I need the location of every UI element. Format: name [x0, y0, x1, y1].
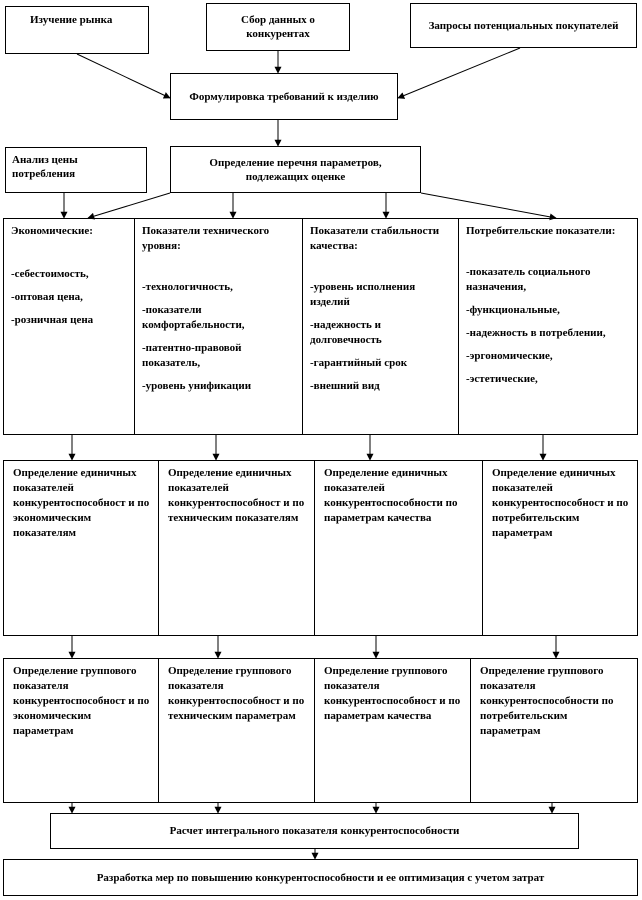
market-research-box: Изучение рынка — [5, 6, 149, 54]
unit-indicator-technical: Определение единичных показателей конкурентоспособност и по техническим показателям — [168, 467, 305, 524]
category-item: -гарантийный срок — [310, 357, 408, 369]
unit-indicator-quality: Определение единичных показателей конкурентоспособности по параметрам качества — [324, 467, 458, 524]
category-title: Потребительские показатели: — [466, 225, 616, 237]
category-item: -функциональные, — [466, 304, 560, 316]
category-title: Показатели технического уровня: — [142, 225, 270, 252]
category-item: -внешний вид — [310, 380, 380, 392]
group-indicator-economic: Определение группового показателя конкурентоспособност и по экономическим параметрам — [13, 665, 150, 737]
integral-indicator-box: Расчет интегрального показателя конкурентоспособности — [50, 813, 579, 849]
final-measures-box: Разработка мер по повышению конкурентоспособности и ее оптимизация с учетом затрат — [3, 859, 638, 896]
competitor-data-box: Сбор данных о конкурентах — [206, 3, 350, 51]
group-indicator-consumer: Определение группового показателя конкурентоспособности по потребительским параметрам — [480, 665, 614, 737]
arrow — [421, 193, 556, 218]
category-item: -технологичность, — [142, 281, 233, 293]
category-item: -показатели комфортабельности, — [142, 304, 245, 331]
category-item: -уровень унификации — [142, 380, 252, 392]
category-item: -надежность в потреблении, — [466, 327, 606, 339]
group-indicator-technical: Определение группового показателя конкурентоспособност и по техническим параметрам — [168, 665, 305, 722]
category-title: Показатели стабильности качества: — [310, 225, 440, 252]
params-list-box: Определение перечня параметров, подлежащих оценке — [170, 146, 421, 193]
buyer-requests-box: Запросы потенциальных покупателей — [410, 3, 637, 48]
category-item: -розничная цена — [11, 314, 94, 326]
category-item: -патентно-правовой показатель, — [142, 342, 242, 369]
category-item: -эргономические, — [466, 350, 553, 362]
arrow — [77, 54, 170, 98]
category-item: -оптовая цена, — [11, 291, 83, 303]
category-item: -себестоимость, — [11, 268, 89, 280]
requirements-box: Формулировка требований к изделию — [170, 73, 398, 120]
category-item: -эстетические, — [466, 373, 538, 385]
group-indicator-quality: Определение группового показателя конкурентоспособност и по параметрам качества — [324, 665, 461, 722]
arrow — [398, 48, 520, 98]
price-analysis-box: Анализ цены потребления — [5, 147, 147, 193]
arrow — [88, 193, 170, 218]
category-title: Экономические: — [11, 225, 93, 237]
category-item: -уровень исполнения изделий — [310, 281, 416, 308]
category-item: -надежность и долговечность — [310, 319, 382, 346]
unit-indicator-economic: Определение единичных показателей конкурентоспособност и по экономическим показателям — [13, 467, 150, 539]
category-item: -показатель социального назначения, — [466, 266, 591, 293]
unit-indicator-consumer: Определение единичных показателей конкурентоспособност и по потребительским параметрам — [492, 467, 629, 539]
